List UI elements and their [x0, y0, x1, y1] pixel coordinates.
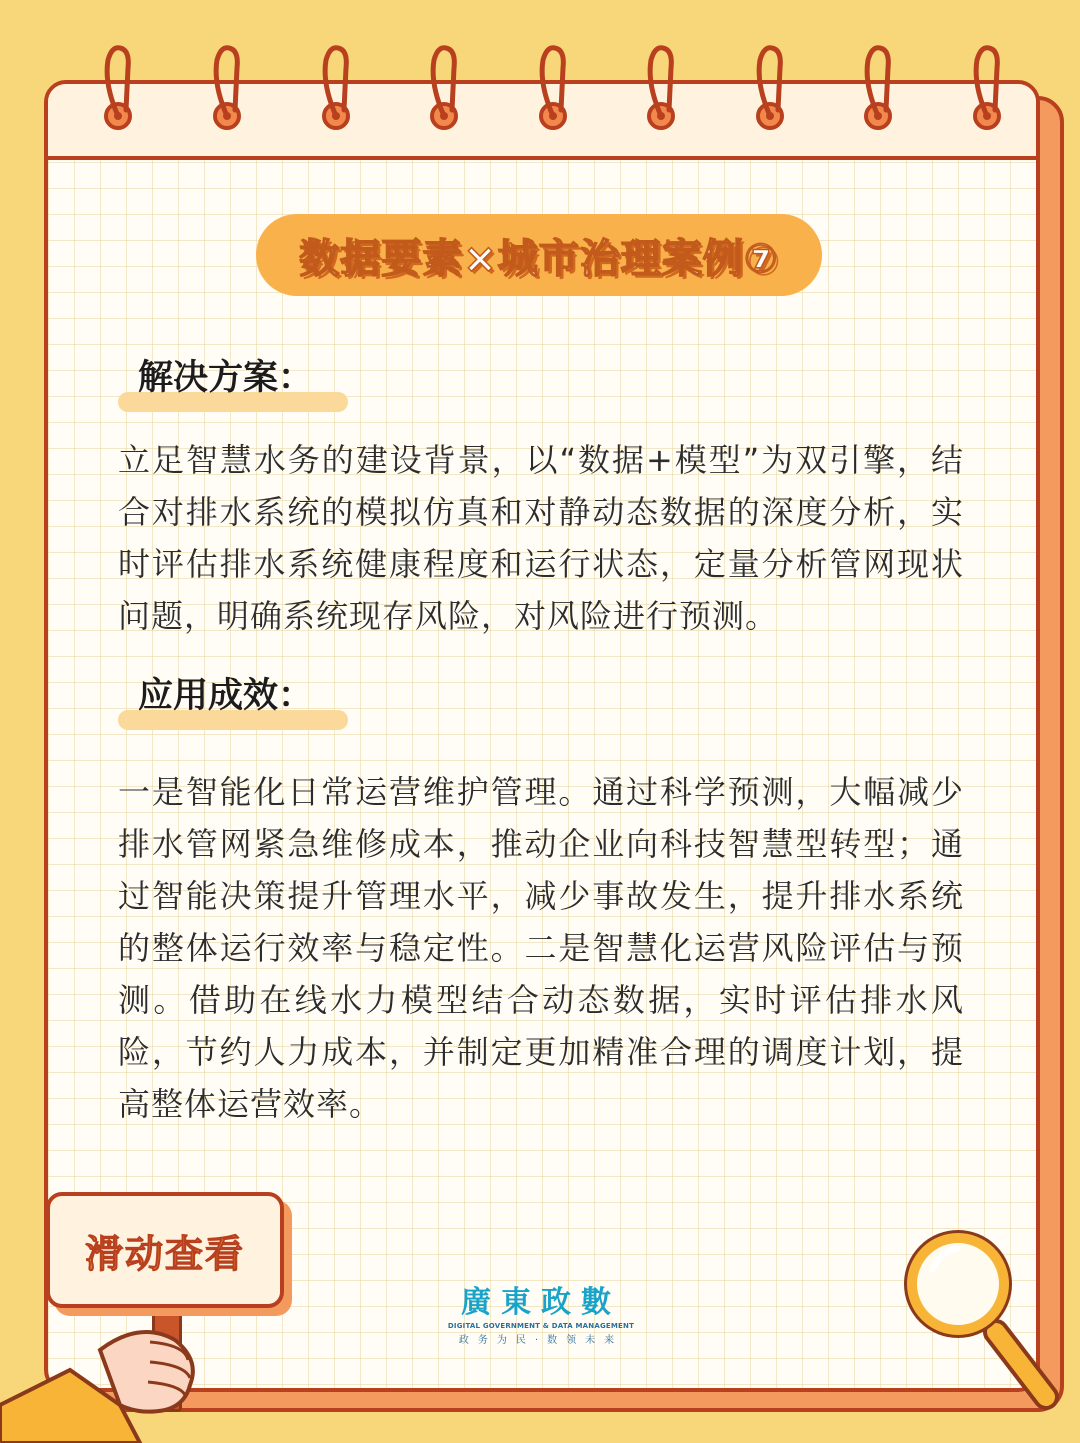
spiral-ring-icon: [316, 44, 356, 134]
spiral-ring-icon: [98, 44, 138, 134]
hand-icon: [0, 1310, 220, 1443]
swipe-hint-label: 滑动查看: [84, 1231, 245, 1276]
section-heading-results: [118, 668, 348, 730]
spiral-ring-icon: [533, 44, 573, 134]
logo: [446, 1286, 636, 1360]
title-banner: [256, 214, 822, 296]
logo-subtitle: DIGITAL GOVERNMENT & DATA MANAGEMENT: [447, 1322, 635, 1330]
spiral-ring-icon: [424, 44, 464, 134]
section-body-solution: 立足智慧水务的建设背景，以“数据+模型”为双引擎，结合对排水系统的模拟仿真和对静动态数据的深度分析，实时评估排水系统健康程度和运行状态，定量分析管网现状问题，明确系统现存风险，对风险进行预测。: [118, 441, 964, 635]
section-heading-label: 应用成效：: [138, 676, 314, 716]
spiral-ring-icon: [858, 44, 898, 134]
spiral-ring-icon: [750, 44, 790, 134]
logo-title: 廣東政數: [461, 1285, 621, 1320]
page-title: 数据要素×城市治理案例⑦: [299, 235, 779, 282]
section-body-results: 一是智能化日常运营维护管理。通过科学预测，大幅减少排水管网紧急维修成本，推动企业向科技智慧型转型；通过智能决策提升管理水平，减少事故发生，提升排水系统的整体运行效率与稳定性。二是智慧化运营风险评估与预测。借助在线水力模型结合动态数据，实时评估排水风险，节约人力成本，并制定更加精准合理的调度计划，提高整体运营效率。: [118, 773, 964, 1123]
spiral-ring-icon: [207, 44, 247, 134]
logo-slogan: 政务为民·数领未来: [458, 1335, 624, 1346]
section-heading-solution: [118, 350, 348, 412]
swipe-hint-sign[interactable]: [46, 1192, 284, 1308]
section-heading-label: 解决方案：: [138, 358, 314, 398]
spiral-ring-icon: [967, 44, 1007, 134]
spiral-ring-icon: [641, 44, 681, 134]
magnifier-icon: [896, 1222, 1066, 1412]
